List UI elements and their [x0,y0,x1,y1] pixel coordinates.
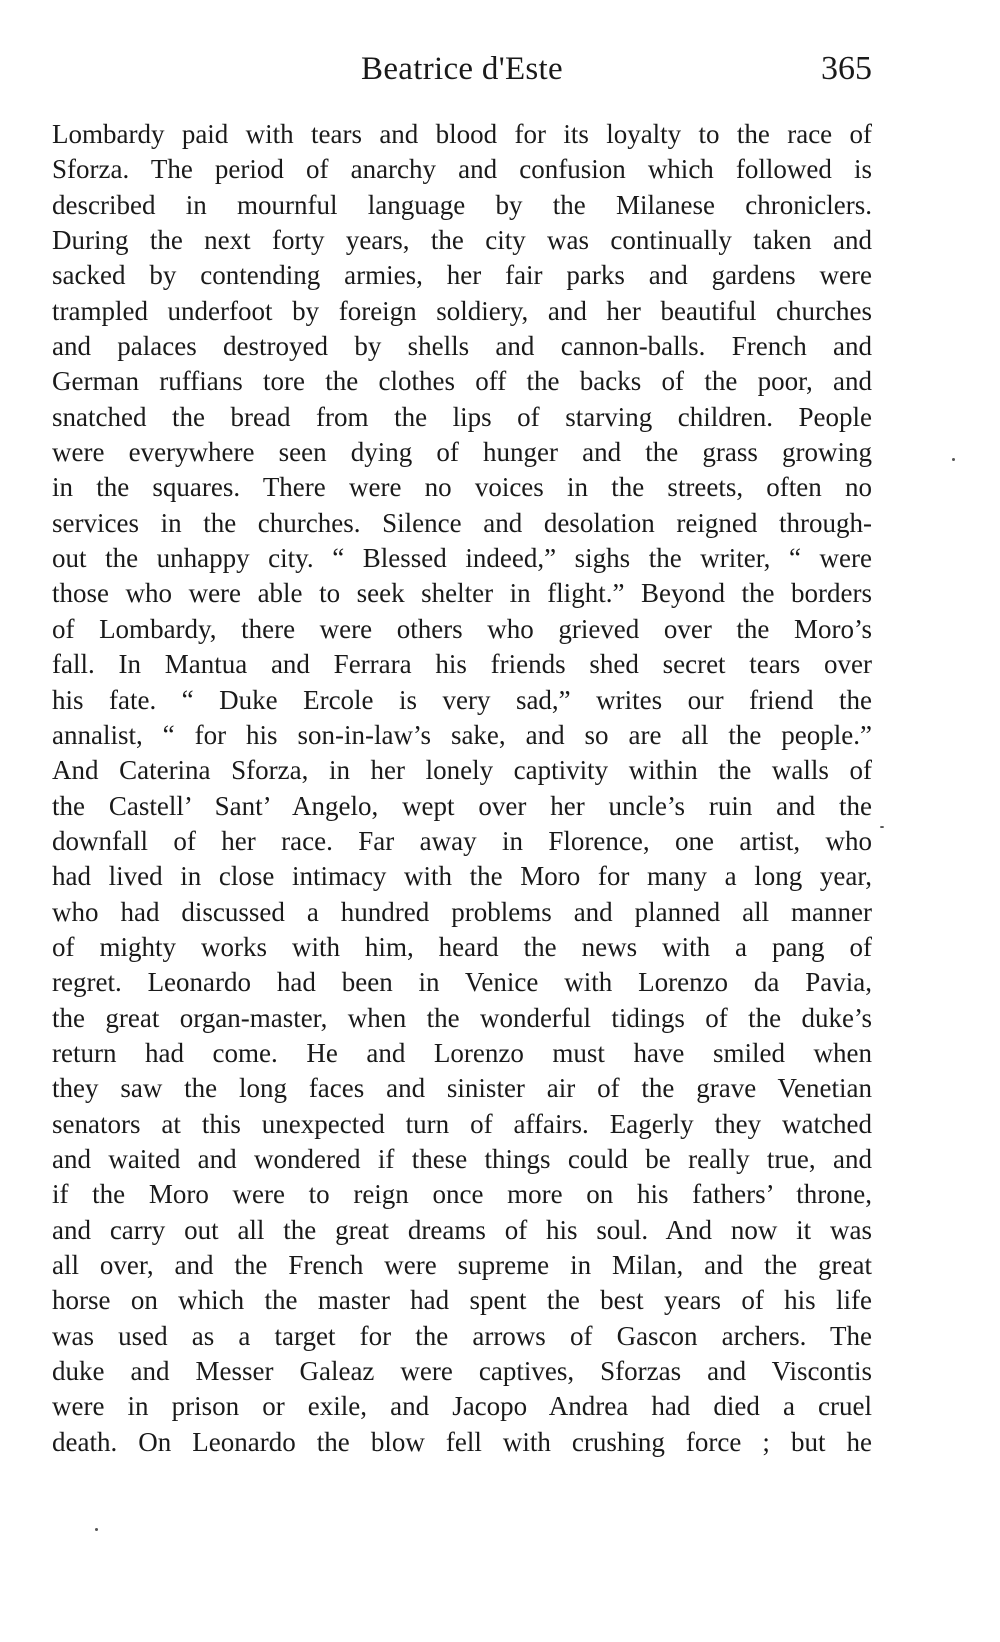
scan-speck [952,458,955,461]
text-line: downfall of her race. Far away in Florence, one artist, who [52,825,872,856]
text-line: German ruffians tore the clothes off the backs of the poor, and [52,366,872,397]
text-line: were in prison or exile, and Jacopo Andrea had died a cruel [52,1391,872,1422]
text-line: all over, and the French were supreme in Milan, and the great [52,1250,872,1280]
text-line: of mighty works with him, heard the news with a pang of [52,931,872,962]
text-line: and palaces destroyed by shells and cannon-balls. French and [52,331,872,362]
text-line: described in mournful language by the Milanese chroniclers. [52,189,872,220]
text-line: senators at this unexpected turn of affairs. Eagerly they watched [52,1108,872,1139]
text-line: they saw the long faces and sinister air of the grave Venetian [52,1073,872,1104]
text-line: regret. Leonardo had been in Venice with Lorenzo da Pavia, [52,967,872,998]
text-line: Sforza. The period of anarchy and confusion which followed is [52,154,872,185]
running-title: Beatrice d'Este [361,51,563,87]
text-line: duke and Messer Galeaz were captives, Sforzas and Viscontis [52,1356,872,1387]
text-line: death. On Leonardo the blow fell with crushing force ; but he [52,1426,872,1457]
scan-speck [880,826,884,828]
text-line: And Caterina Sforza, in her lonely captivity within the walls of [52,755,872,786]
text-line: and waited and wondered if these things could be really true, and [52,1143,872,1174]
text-line: his fate. “ Duke Ercole is very sad,” writes our friend the [52,684,872,715]
text-line: the great organ-master, when the wonderful tidings of the duke’s [52,1002,872,1033]
text-line: Lombardy paid with tears and blood for its loyalty to the race of [52,119,872,149]
text-line: in the squares. There were no voices in the streets, often no [52,472,872,503]
text-line: the Castell’ Sant’ Angelo, wept over her uncle’s ruin and the [52,790,872,821]
text-line: was used as a target for the arrows of Gascon archers. The [52,1320,872,1351]
text-line: annalist, “ for his son-in-law’s sake, and so are all the people.” [52,719,872,750]
text-line: had lived in close intimacy with the Moro for many a long year, [52,861,872,892]
text-line: horse on which the master had spent the best years of his life [52,1285,872,1316]
text-line: fall. In Mantua and Ferrara his friends shed secret tears over [52,649,872,680]
text-line: those who were able to seek shelter in flight.” Beyond the borders [52,578,872,609]
text-line: sacked by contending armies, her fair parks and gardens were [52,260,872,291]
text-line: snatched the bread from the lips of starving children. People [52,401,872,432]
text-line: services in the churches. Silence and desolation reigned through- [52,507,872,538]
text-line: trampled underfoot by foreign soldiery, and her beautiful churches [52,295,872,326]
body-text [52,117,872,1460]
text-line: During the next forty years, the city was continually taken and [52,225,872,256]
text-line: if the Moro were to reign once more on his fathers’ throne, [52,1179,872,1210]
text-line: return had come. He and Lorenzo must have smiled when [52,1037,872,1068]
text-line: of Lombardy, there were others who grieved over the Moro’s [52,613,872,644]
text-line: were everywhere seen dying of hunger and the grass growing [52,437,872,468]
page-number: 365 [821,50,872,87]
text-line: who had discussed a hundred problems and planned all manner [52,896,872,927]
scan-speck [95,1528,98,1531]
running-header [52,44,872,94]
text-line: and carry out all the great dreams of his soul. And now it was [52,1214,872,1245]
text-line: out the unhappy city. “ Blessed indeed,” sighs the writer, “ were [52,543,872,574]
